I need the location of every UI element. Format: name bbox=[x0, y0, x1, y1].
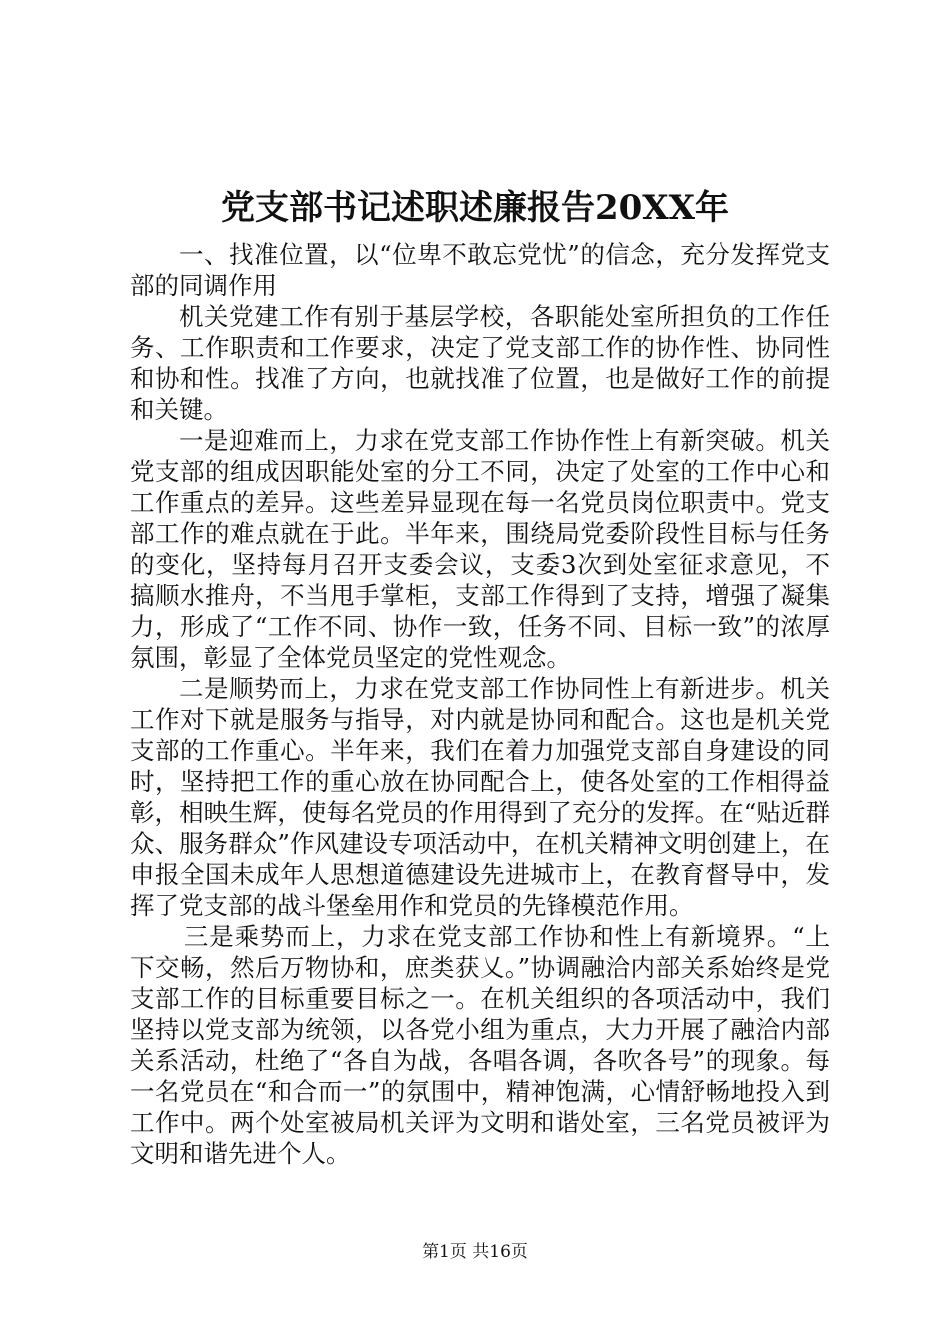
document-body bbox=[130, 239, 830, 1169]
body-paragraph: 二是顺势而上，力求在党支部工作协同性上有新进步。机关工作对下就是服务与指导，对内就是协同和配合。这也是机关党支部的工作重心。半年来，我们在着力加强党支部自身建设的同时，坚持把工作的重心放在协同配合上，使各处室的工作相得益彰，相映生辉，使每名党员的作用得到了充分的发挥。在“贴近群众、服务群众”作风建设专项活动中，在机关精神文明创建上，在申报全国未成年人思想道德建设先进城市上，在教育督导中，发挥了党支部的战斗堡垒用作和党员的先锋模范作用。 bbox=[130, 674, 830, 920]
section-heading: 一、找准位置，以“位卑不敢忘党忧”的信念，充分发挥党支部的同调作用 bbox=[130, 240, 830, 300]
body-paragraph: 三是乘势而上，力求在党支部工作协和性上有新境界。“上下交畅，然后万物协和，庶类获乂。”协调融洽内部关系始终是党支部工作的目标重要目标之一。在机关组织的各项活动中，我们坚持以党支部为统领，以各党小组为重点，大力开展了融洽内部关系活动，杜绝了“各自为战，各唱各调，各吹各号”的现象。每一名党员在“和合而一”的氛围中，精神饱满，心情舒畅地投入到工作中。两个处室被局机关评为文明和谐处室，三名党员被评为文明和谐先进个人。 bbox=[130, 922, 830, 1168]
body-paragraph: 一是迎难而上，力求在党支部工作协作性上有新突破。机关党支部的组成因职能处室的分工不同，决定了处室的工作中心和工作重点的差异。这些差异显现在每一名党员岗位职责中。党支部工作的难点就在于此。半年来，围绕局党委阶段性目标与任务的变化，坚持每月召开支委会议，支委3次到处室征求意见，不搞顺水推舟，不当甩手掌柜，支部工作得到了支持，增强了凝集力，形成了“工作不同、协作一致，任务不同、目标一致”的浓厚氛围，彰显了全体党员坚定的党性观念。 bbox=[130, 426, 830, 672]
document-title: 党支部书记述职述廉报告20XX年 bbox=[220, 188, 730, 228]
page-number-indicator: 第1页 共16页 bbox=[422, 1242, 528, 1262]
body-paragraph: 机关党建工作有别于基层学校，各职能处室所担负的工作任务、工作职责和工作要求，决定了党支部工作的协作性、协同性和协和性。找准了方向，也就找准了位置，也是做好工作的前提和关键。 bbox=[130, 302, 830, 424]
page-footer bbox=[0, 1240, 950, 1264]
